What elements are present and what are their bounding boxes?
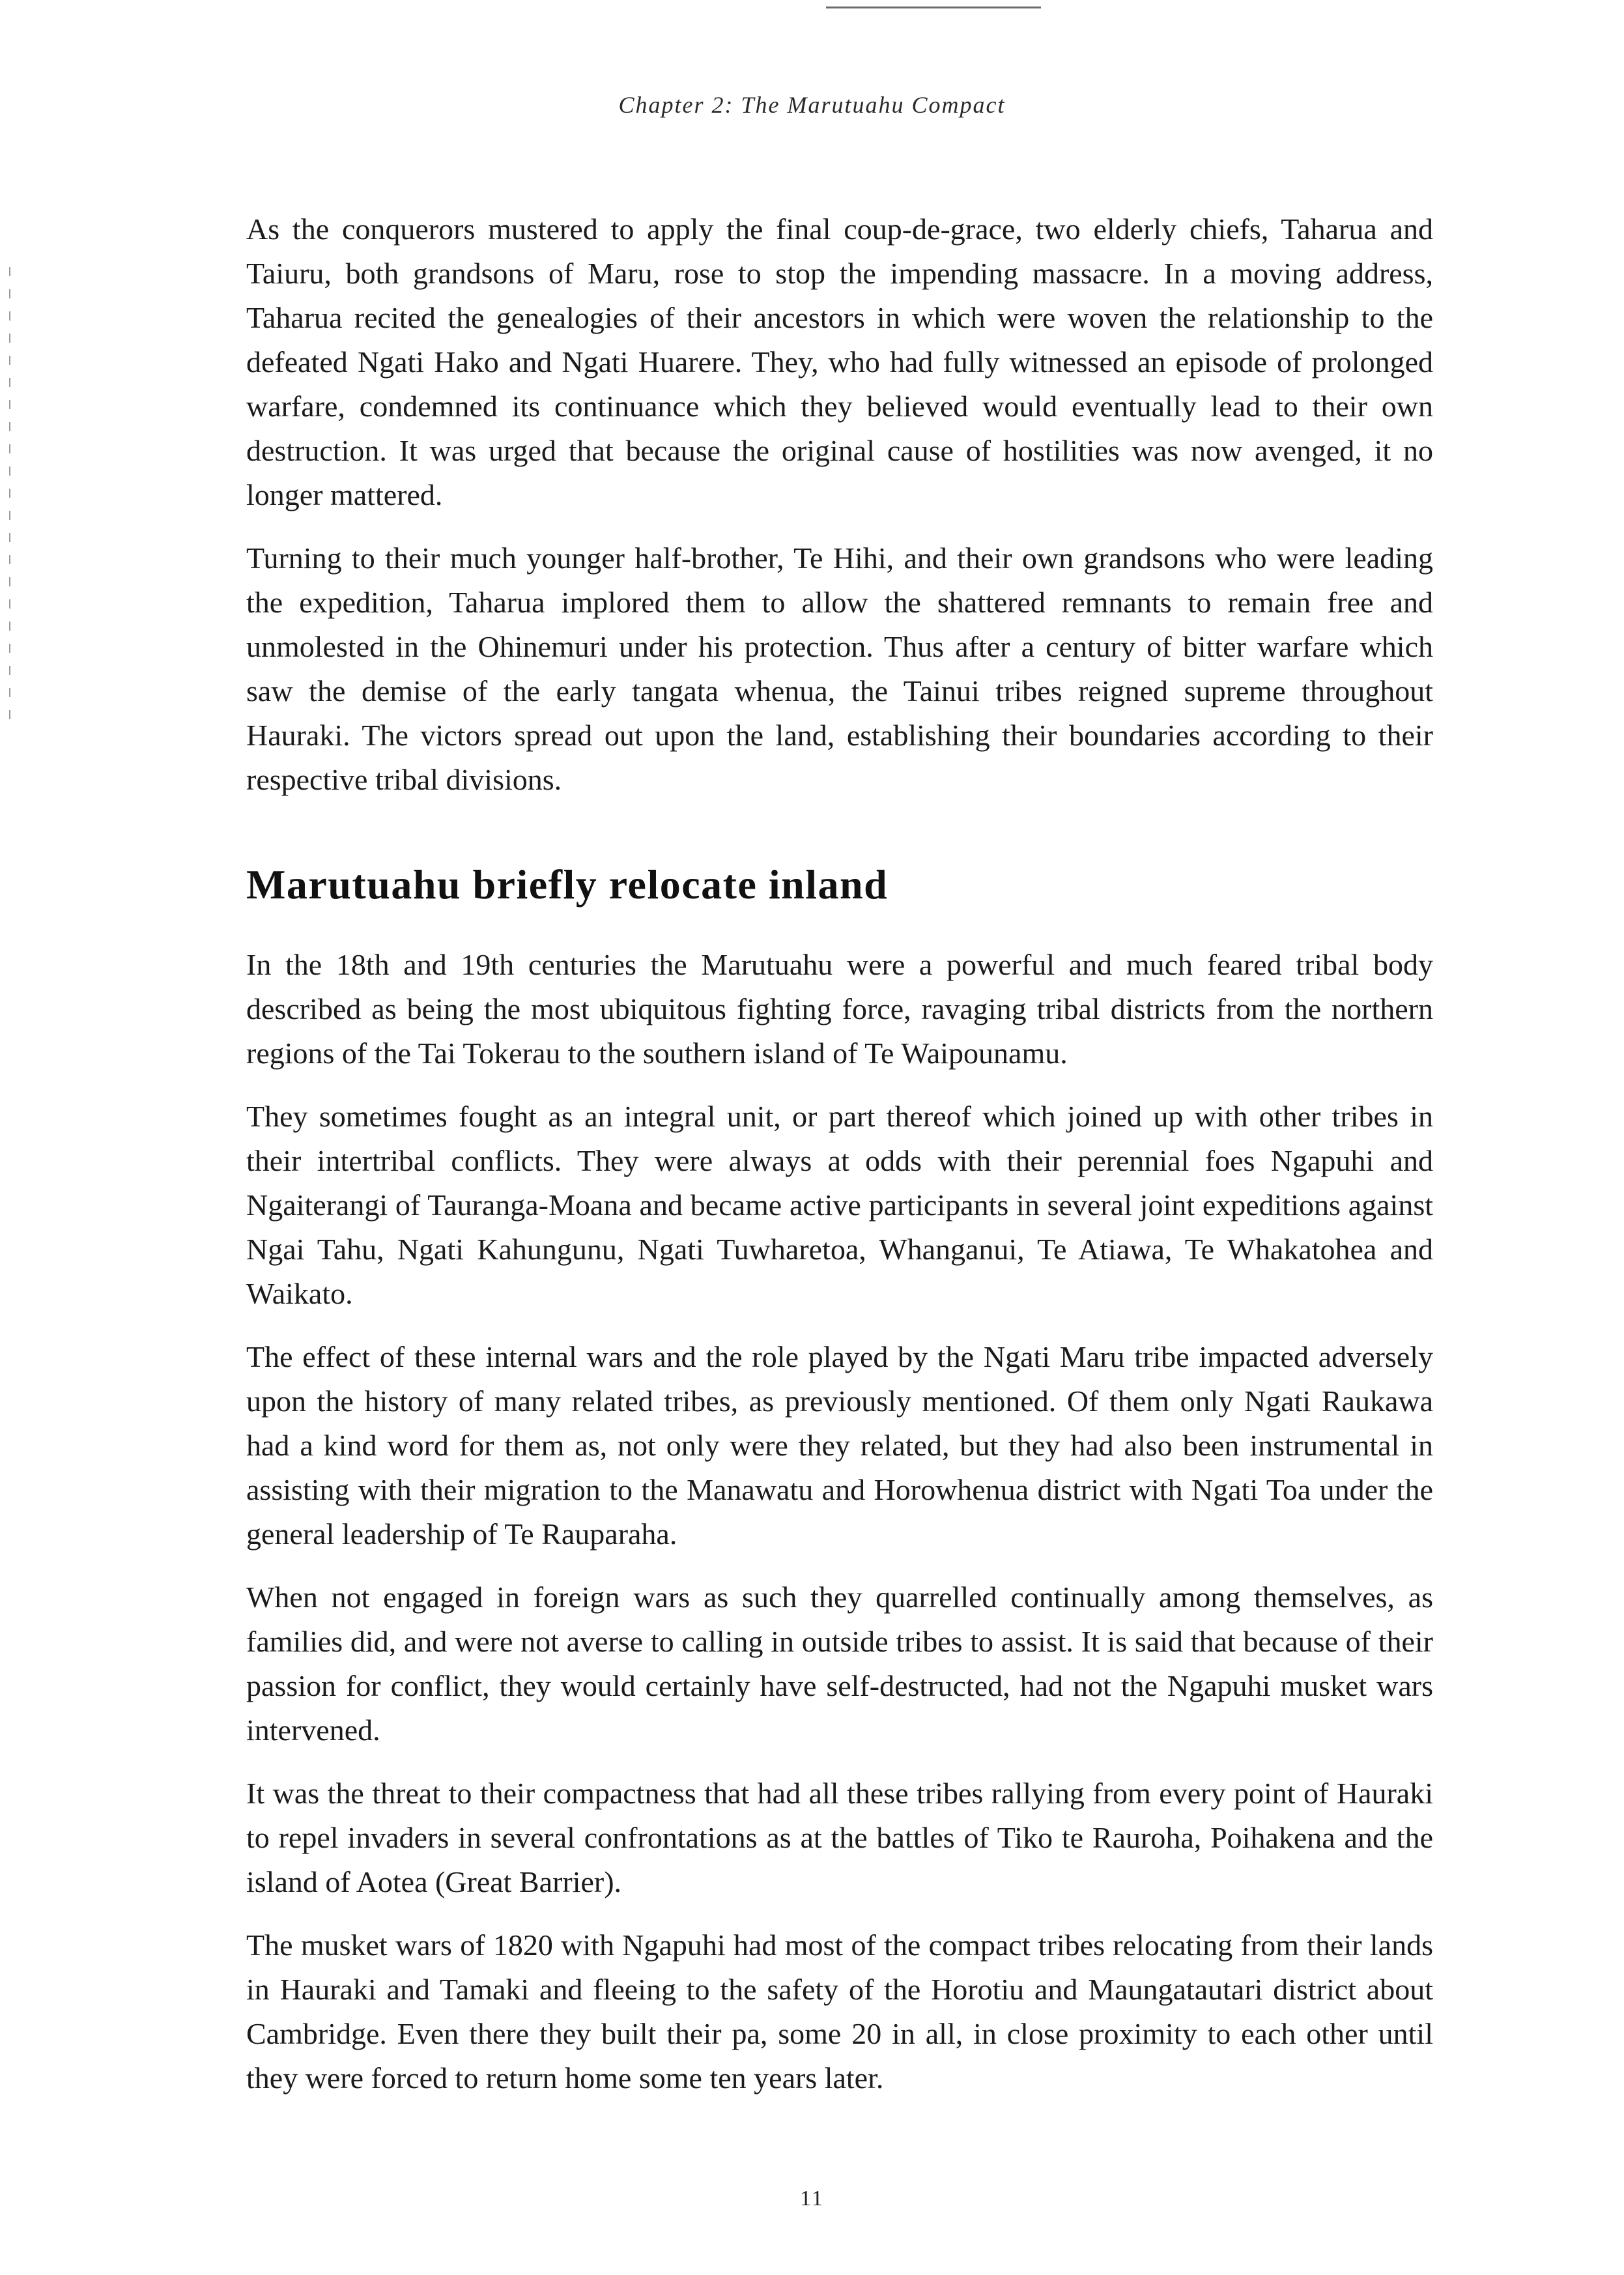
body-paragraph: In the 18th and 19th centuries the Marutuahu were a powerful and much feared tribal body described as being the most ubiquitous fighting force, ravaging tribal districts from the northern regions of the Tai Tokerau to the southern island of Te Waipounamu. <box>246 948 1433 1070</box>
body-paragraph: They sometimes fought as an integral unit, or part thereof which joined up with other tribes in their intertribal conflicts. They were always at odds with their perennial foes Ngapuhi and Ngaiterangi of Tauranga-Moana and became active participants in several joint expeditions against Ngai Tahu, Ngati Kahungunu, Ngati Tuwharetoa, Whanganui, Te Atiawa, Te Whakatohea and Waikato. <box>246 1100 1433 1310</box>
page-number: 11 <box>800 2186 824 2211</box>
margin-scan-marks <box>9 267 10 723</box>
body-paragraph: It was the threat to their compactness that had all these tribes rallying from every point of Hauraki to repel invaders in several confrontations as at the battles of Tiko te Rauroha, Poihakena and the island of Aotea (Great Barrier). <box>246 1777 1433 1898</box>
body-paragraph: As the conquerors mustered to apply the final coup-de-grace, two elderly chiefs, Taharua and Taiuru, both grandsons of Maru, rose to stop the impending massacre. In a moving address, Taharua recited the genealogies of their ancestors in which were woven the relationship to the defeated Ngati Hako and Ngati Huarere. They, who had fully witnessed an episode of prolonged warfare, condemned its continuance which they believed would eventually lead to their own destruction. It was urged that because the original cause of hostilities was now avenged, it no longer mattered. <box>246 212 1433 511</box>
body-paragraph: The musket wars of 1820 with Ngapuhi had most of the compact tribes relocating from their lands in Hauraki and Tamaki and fleeing to the safety of the Horotiu and Maungatautari district about Cambridge. Even there they built their pa, some 20 in all, in close proximity to each other until they were forced to return home some ten years later. <box>246 1928 1433 2095</box>
page-body <box>246 207 1433 2100</box>
body-paragraph: When not engaged in foreign wars as such they quarrelled continually among themselves, as families did, and were not averse to calling in outside tribes to assist. It is said that because of their passion for conflict, they would certainly have self-destructed, had not the Ngapuhi musket wars intervened. <box>246 1581 1433 1747</box>
body-paragraph: The effect of these internal wars and the role played by the Ngati Maru tribe impacted adversely upon the history of many related tribes, as previously mentioned. Of them only Ngati Raukawa had a kind word for them as, not only were they related, but they had also been instrumental in assisting with their migration to the Manawatu and Horowhenua district with Ngati Toa under the general leadership of Te Rauparaha. <box>246 1340 1433 1551</box>
running-header: Chapter 2: The Marutuahu Compact <box>618 92 1006 118</box>
top-rule <box>826 7 1041 8</box>
body-paragraph: Turning to their much younger half-brother, Te Hihi, and their own grandsons who were leading the expedition, Taharua implored them to allow the shattered remnants to remain free and unmolested in the Ohinemuri under his protection. Thus after a century of bitter warfare which saw the demise of the early tangata whenua, the Tainui tribes reigned supreme throughout Hauraki. The victors spread out upon the land, establishing their boundaries according to their respective tribal divisions. <box>246 541 1433 796</box>
section-heading: Marutuahu briefly relocate inland <box>246 861 889 908</box>
